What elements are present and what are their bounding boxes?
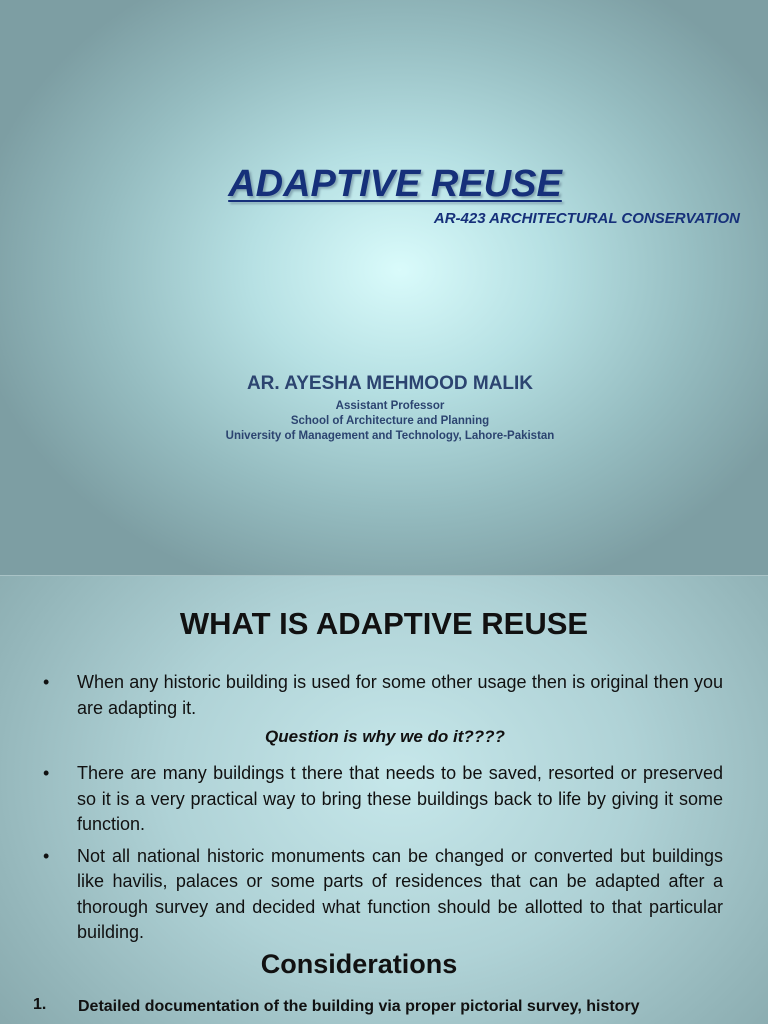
question-line: Question is why we do it???? [265,727,505,746]
bullet-text: Not all national historic monuments can be changed or converted but buildings like havilis, palaces or some parts of residences that can be adapted after a thorough survey and decided what function should be allotted to that particular building. [77,845,723,942]
bullet-list [43,670,723,952]
bullet-text: There are many buildings t there that needs to be saved, resorted or preserved so it is a very practical way to bring these buildings back to life by giving it some function. [77,763,723,834]
bullet-marker: • [43,763,50,783]
bullet-text: When any historic building is used for some other usage then is original then you are adapting it. [77,672,723,718]
author-role: Assistant Professor [335,400,445,412]
course-subtitle: AR-423 ARCHITECTURAL CONSERVATION [433,210,740,227]
bullet-marker: • [43,845,50,866]
author-university: University of Management and Technology, Lahore-Pakistan [225,430,555,442]
item-number: 1. [33,996,47,1013]
list-item [43,761,723,838]
list-item [43,844,723,946]
list-item [43,670,723,721]
numbered-item [33,996,733,1018]
author-name: AR. AYESHA MEHMOOD MALIK [246,373,534,394]
item-text: Detailed documentation of the building via proper pictorial survey, history [78,998,640,1015]
slide-2-title: WHAT IS ADAPTIVE REUSE [179,606,589,641]
author-school: School of Architecture and Planning [290,415,490,427]
bullet-marker: • [43,672,50,692]
considerations-heading: Considerations [260,949,458,979]
author-block [0,373,768,444]
slide-title: ADAPTIVE REUSE [228,163,562,205]
